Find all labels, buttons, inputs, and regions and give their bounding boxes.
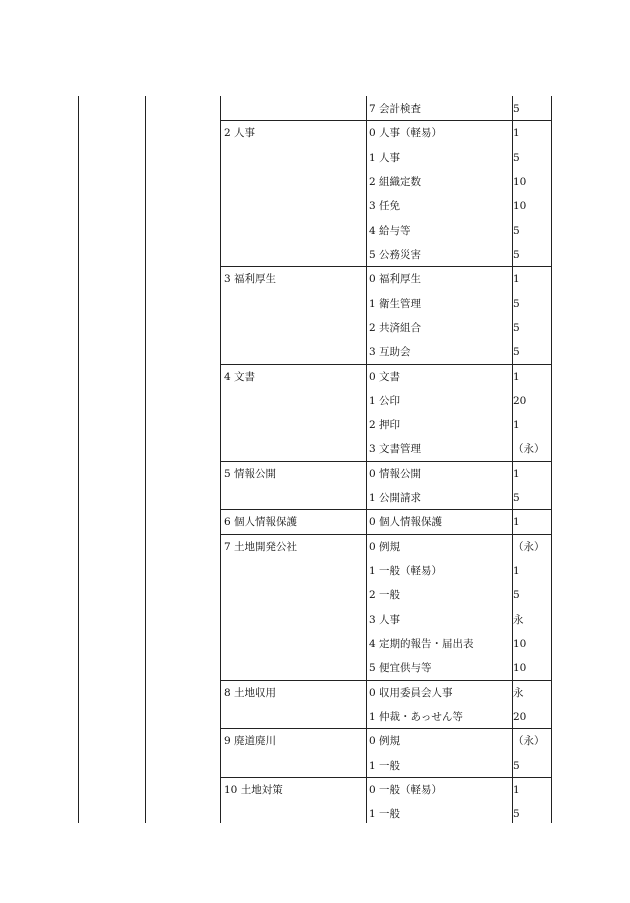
category-cell: 7 土地開発公社 xyxy=(224,540,298,553)
subcategory-cell: 2 一般 xyxy=(369,589,401,602)
retention-period-cell: 1 xyxy=(513,783,520,796)
subcategory-cell: 2 共済組合 xyxy=(369,321,422,334)
category-cell: 10 土地対策 xyxy=(224,783,283,796)
retention-period-cell: 5 xyxy=(513,103,520,115)
retention-period-cell: 5 xyxy=(513,297,520,310)
subcategory-cell: 1 公開請求 xyxy=(369,492,422,505)
retention-period-cell: 1 xyxy=(513,127,520,140)
retention-period-cell: 5 xyxy=(513,492,520,505)
subcategory-cell: 3 文書管理 xyxy=(369,443,422,456)
column-rule xyxy=(78,96,79,823)
retention-period-cell: 5 xyxy=(513,346,520,359)
subcategory-cell: 3 人事 xyxy=(369,613,401,626)
category-cell: 9 廃道廃川 xyxy=(224,735,277,748)
retention-period-cell: 1 xyxy=(513,516,520,529)
category-cell: 5 情報公開 xyxy=(224,467,277,480)
retention-period-cell: 5 xyxy=(513,589,520,602)
row-rule xyxy=(220,777,551,778)
category-cell: 6 個人情報保護 xyxy=(224,516,298,529)
subcategory-cell: 1 衛生管理 xyxy=(369,297,422,310)
retention-period-cell: 1 xyxy=(513,273,520,286)
subcategory-cell: 0 福利厚生 xyxy=(369,273,422,286)
column-rule xyxy=(220,96,221,823)
retention-period-cell: 5 xyxy=(513,321,520,334)
retention-period-cell: 10 xyxy=(513,175,527,188)
row-rule xyxy=(220,461,551,462)
subcategory-cell: 0 例規 xyxy=(369,540,401,553)
retention-period-cell: 5 xyxy=(513,248,520,261)
retention-period-cell: （永） xyxy=(513,735,545,748)
subcategory-cell: 1 一般 xyxy=(369,759,401,772)
subcategory-cell: 0 個人情報保護 xyxy=(369,516,443,529)
row-rule xyxy=(220,266,551,267)
retention-period-cell: 1 xyxy=(513,370,520,383)
subcategory-cell: 0 文書 xyxy=(369,370,401,383)
column-rule xyxy=(145,96,146,823)
retention-period-cell: 5 xyxy=(513,224,520,237)
retention-period-cell: 永 xyxy=(513,613,524,626)
retention-period-cell: 5 xyxy=(513,151,520,164)
subcategory-cell: 3 任免 xyxy=(369,200,401,213)
subcategory-cell: 1 仲裁・あっせん等 xyxy=(369,711,463,723)
subcategory-cell: 4 給与等 xyxy=(369,224,411,237)
retention-period-cell: 1 xyxy=(513,565,520,578)
subcategory-cell: 3 互助会 xyxy=(369,346,411,359)
subcategory-cell: 4 定期的報告・届出表 xyxy=(369,638,474,651)
retention-period-cell: 5 xyxy=(513,808,520,821)
subcategory-cell: 2 押印 xyxy=(369,419,401,432)
retention-period-cell: （永） xyxy=(513,540,545,553)
retention-period-cell: 10 xyxy=(513,200,527,213)
subcategory-cell: 0 一般（軽易） xyxy=(369,783,443,796)
subcategory-cell: 2 組織定数 xyxy=(369,175,422,188)
column-rule xyxy=(366,96,367,823)
retention-period-cell: 10 xyxy=(513,638,527,651)
subcategory-cell: 1 一般 xyxy=(369,808,401,821)
row-rule xyxy=(220,680,551,681)
subcategory-cell: 5 便宜供与等 xyxy=(369,662,432,675)
retention-period-cell: 20 xyxy=(513,711,527,723)
retention-period-cell: （永） xyxy=(513,443,545,456)
category-cell: 8 土地収用 xyxy=(224,686,277,699)
row-rule xyxy=(220,509,551,510)
subcategory-cell: 0 人事（軽易） xyxy=(369,127,443,140)
subcategory-cell: 0 情報公開 xyxy=(369,467,422,480)
subcategory-cell: 1 人事 xyxy=(369,151,401,164)
subcategory-cell: 0 例規 xyxy=(369,735,401,748)
retention-period-cell: 20 xyxy=(513,394,527,407)
subcategory-cell: 7 会計検査 xyxy=(369,103,422,115)
retention-period-cell: 1 xyxy=(513,419,520,432)
subcategory-cell: 0 収用委員会人事 xyxy=(369,686,453,699)
subcategory-cell: 1 公印 xyxy=(369,394,401,407)
category-cell: 3 福利厚生 xyxy=(224,273,277,286)
retention-period-cell: 永 xyxy=(513,686,524,699)
column-rule xyxy=(551,96,552,823)
row-rule xyxy=(220,364,551,365)
retention-period-cell: 1 xyxy=(513,467,520,480)
category-cell: 2 人事 xyxy=(224,127,256,140)
category-cell: 4 文書 xyxy=(224,370,256,383)
row-rule xyxy=(220,534,551,535)
row-rule xyxy=(220,120,551,121)
subcategory-cell: 5 公務災害 xyxy=(369,248,422,261)
retention-period-cell: 10 xyxy=(513,662,527,675)
row-rule xyxy=(220,728,551,729)
subcategory-cell: 1 一般（軽易） xyxy=(369,565,443,578)
retention-period-cell: 5 xyxy=(513,759,520,772)
